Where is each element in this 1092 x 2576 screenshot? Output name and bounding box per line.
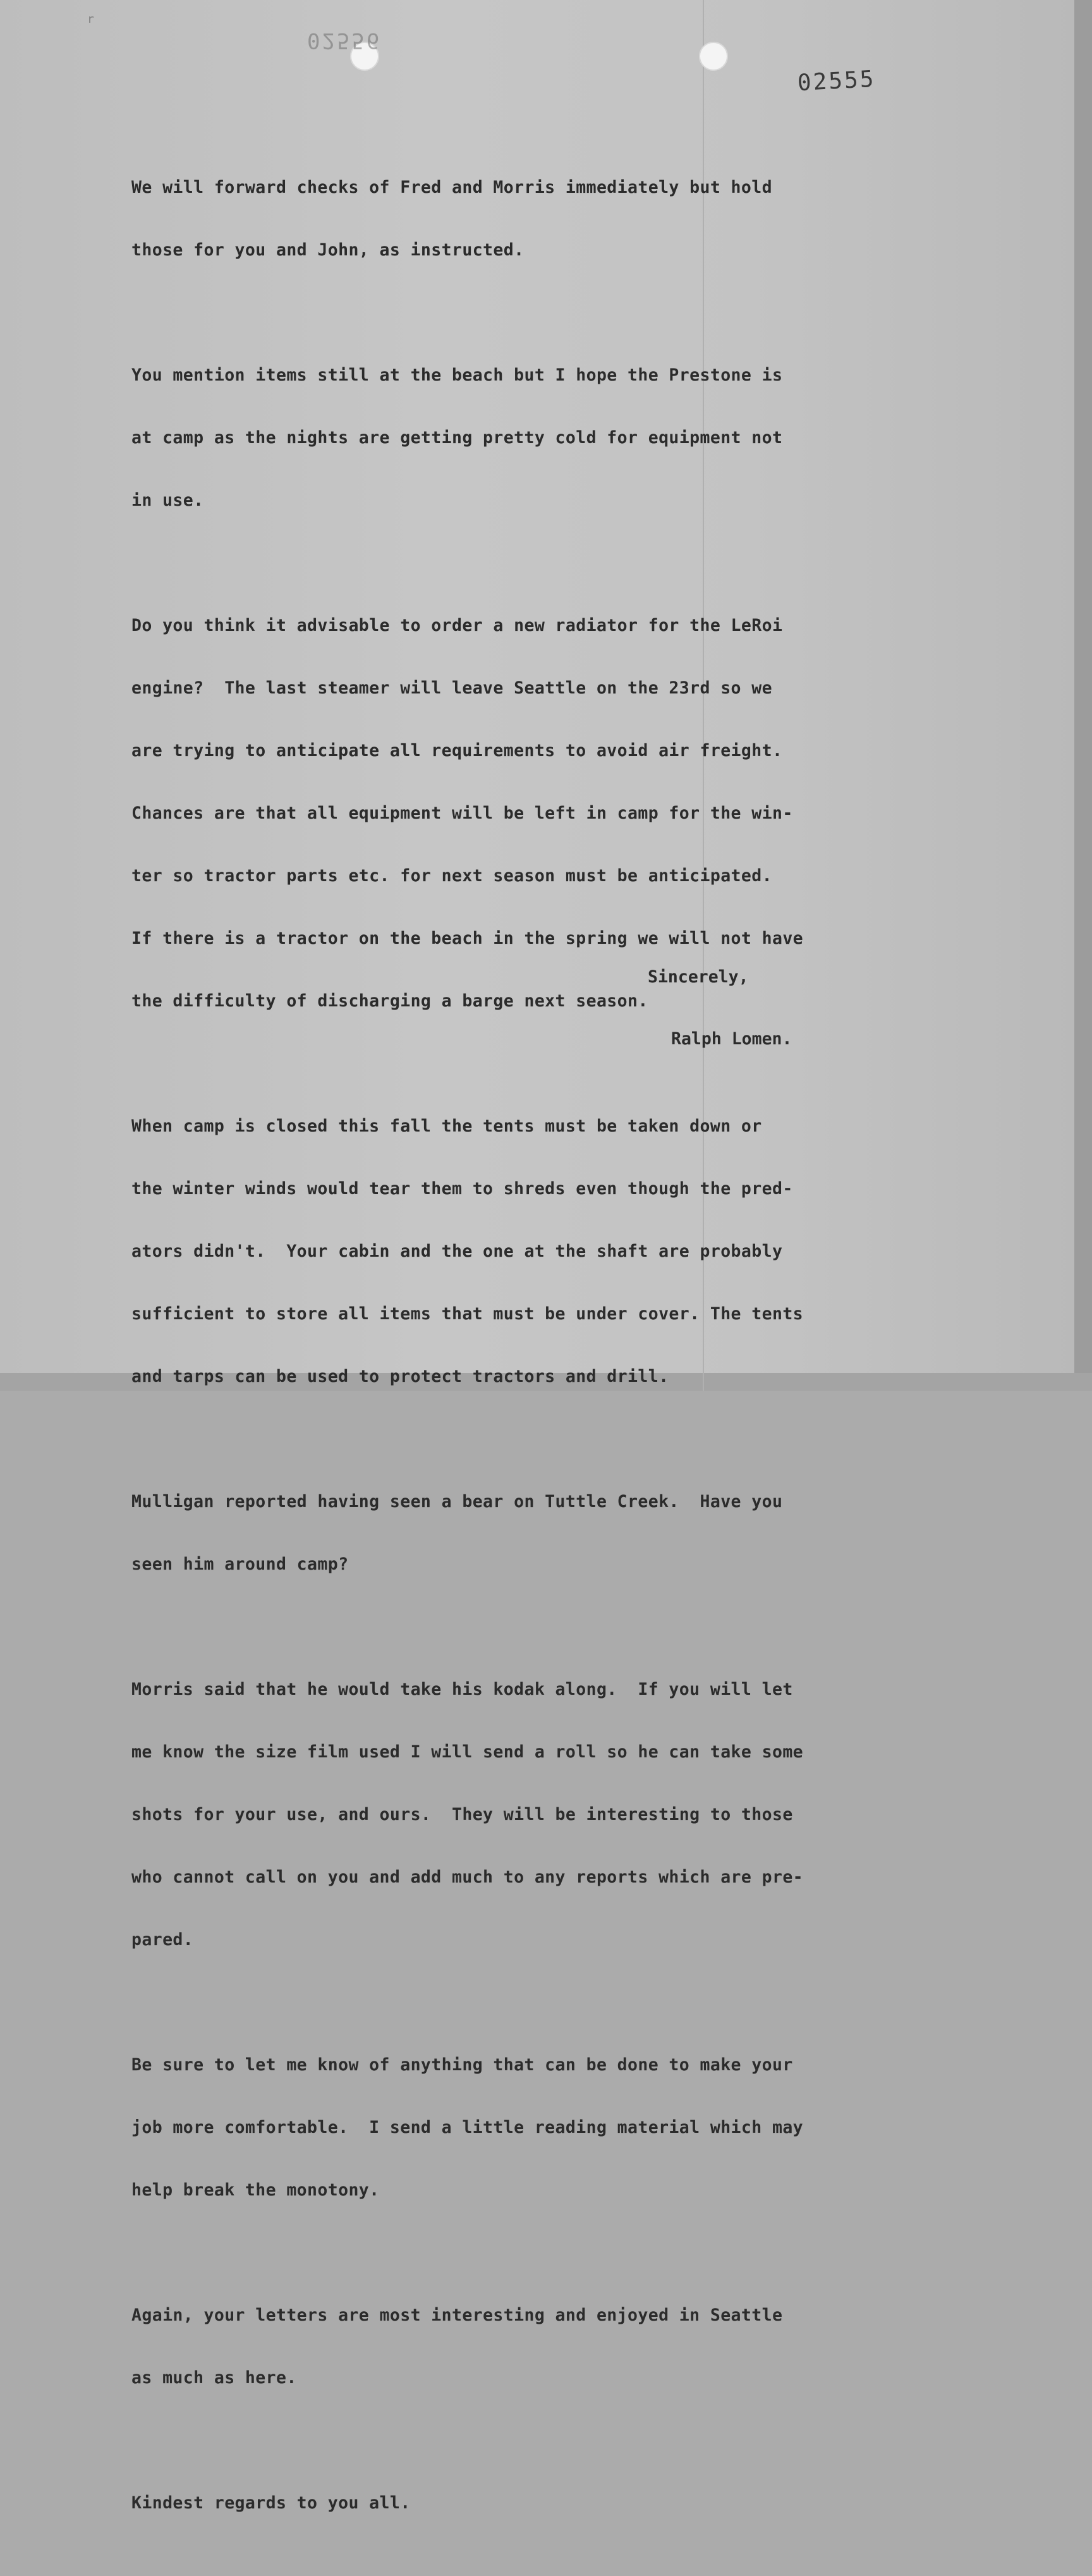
signature: Ralph Lomen. bbox=[671, 1029, 792, 1049]
text-line: who cannot call on you and add much to any reports which are pre- bbox=[131, 1867, 804, 1887]
paragraph bbox=[131, 1450, 966, 1616]
text-line: If there is a tractor on the beach in the spring we will not have bbox=[131, 929, 804, 948]
paragraph bbox=[131, 1074, 966, 1429]
paragraph bbox=[131, 573, 966, 1053]
text-line: pared. bbox=[131, 1930, 194, 1950]
paragraph bbox=[131, 323, 966, 552]
paragraph bbox=[131, 2451, 966, 2555]
text-line: the difficulty of discharging a barge next season. bbox=[131, 991, 648, 1011]
letter-body bbox=[131, 135, 966, 2576]
text-line: Chances are that all equipment will be left in camp for the win- bbox=[131, 803, 793, 823]
text-line: the winter winds would tear them to shreds even though the pred- bbox=[131, 1179, 793, 1199]
page-edge bbox=[1074, 0, 1092, 1391]
reversed-stamp: 02556 bbox=[307, 28, 382, 53]
text-line: Do you think it advisable to order a new radiator for the LeRoi bbox=[131, 616, 783, 635]
text-line: in use. bbox=[131, 491, 204, 510]
text-line: Mulligan reported having seen a bear on Tuttle Creek. Have you bbox=[131, 1492, 783, 1511]
text-line: You mention items still at the beach but I hope the Prestone is bbox=[131, 365, 783, 385]
paragraph bbox=[131, 2263, 966, 2430]
text-line: job more comfortable. I send a little reading material which may bbox=[131, 2118, 804, 2137]
paragraph bbox=[131, 135, 966, 302]
text-line: When camp is closed this fall the tents must be taken down or bbox=[131, 1116, 762, 1136]
text-line: at camp as the nights are getting pretty cold for equipment not bbox=[131, 428, 783, 448]
text-line: are trying to anticipate all requirements to avoid air freight. bbox=[131, 741, 783, 760]
text-line: ators didn't. Your cabin and the one at the shaft are probably bbox=[131, 1242, 783, 1261]
text-line: Be sure to let me know of anything that can be done to make your bbox=[131, 2055, 793, 2075]
text-line: help break the monotony. bbox=[131, 2180, 380, 2200]
text-line: shots for your use, and ours. They will be interesting to those bbox=[131, 1805, 793, 1824]
paragraph bbox=[131, 1637, 966, 1992]
text-line: We will forward checks of Fred and Morris immediately but hold bbox=[131, 178, 772, 197]
closing: Sincerely, bbox=[648, 967, 749, 987]
document-number: 02555 bbox=[797, 66, 877, 97]
text-line: those for you and John, as instructed. bbox=[131, 240, 525, 260]
corner-mark: r bbox=[87, 13, 94, 26]
text-line: and tarps can be used to protect tractors and drill. bbox=[131, 1367, 669, 1386]
text-line: Morris said that he would take his kodak along. If you will let bbox=[131, 1680, 793, 1699]
text-line: as much as here. bbox=[131, 2368, 297, 2388]
text-line: engine? The last steamer will leave Seattle on the 23rd so we bbox=[131, 678, 772, 698]
text-line: me know the size film used I will send a roll so he can take some bbox=[131, 1742, 804, 1762]
text-line: ter so tractor parts etc. for next season must be anticipated. bbox=[131, 866, 772, 886]
text-line: seen him around camp? bbox=[131, 1554, 349, 1574]
text-line: sufficient to store all items that must be under cover. The tents bbox=[131, 1304, 804, 1324]
text-line: Again, your letters are most interesting and enjoyed in Seattle bbox=[131, 2305, 783, 2325]
paragraph bbox=[131, 2013, 966, 2242]
text-line: Kindest regards to you all. bbox=[131, 2493, 411, 2513]
punch-hole-right bbox=[699, 42, 728, 71]
